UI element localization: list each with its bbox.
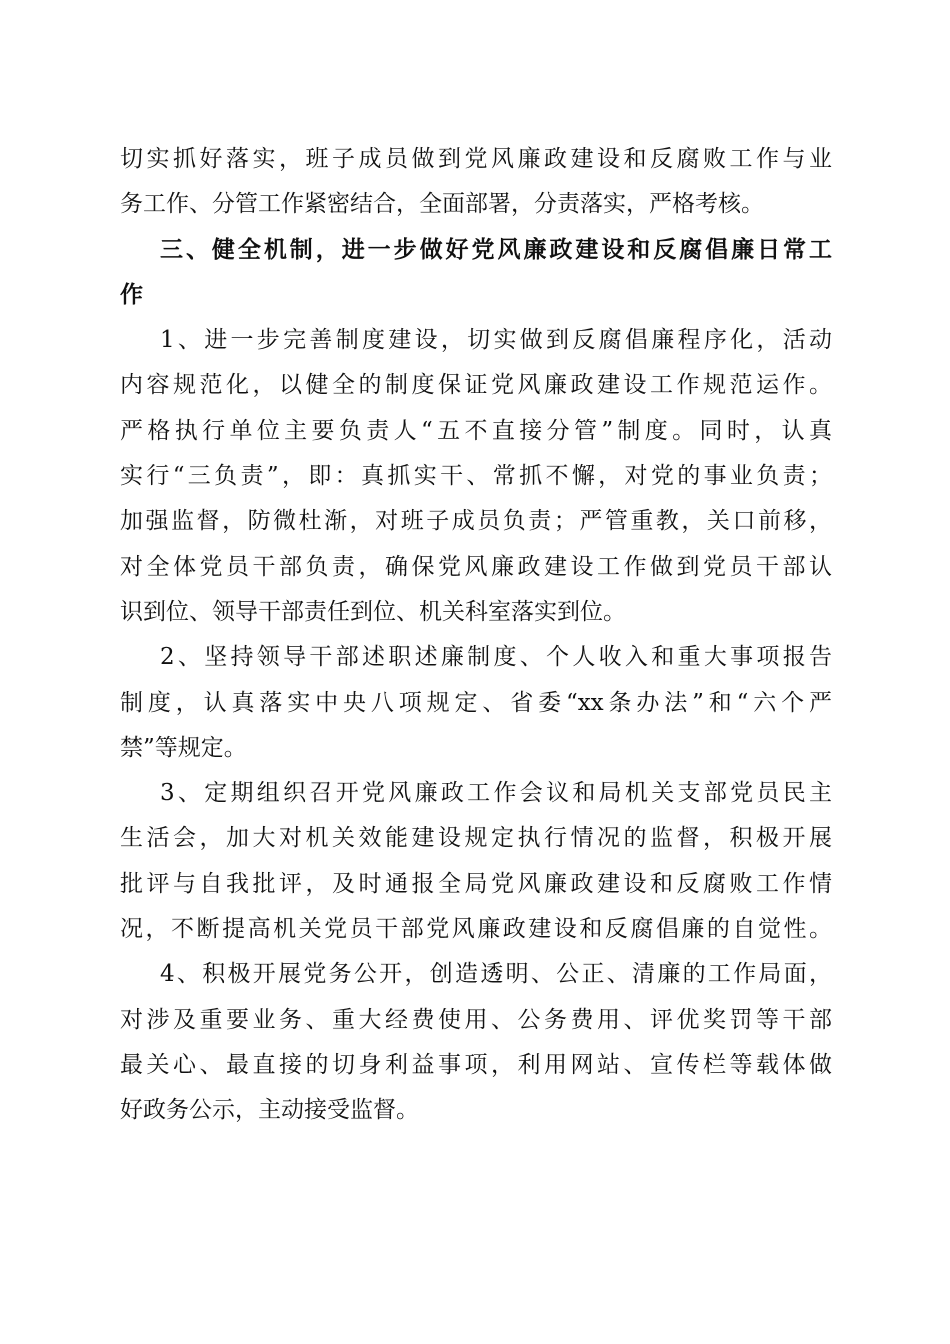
text-line: 加强监督，防微杜渐，对班子成员负责；严管重教，关口前移， xyxy=(120,508,832,535)
document-page xyxy=(120,137,832,1134)
text-line: 生活会，加大对机关效能建设规定执行情况的监督，积极开展 xyxy=(120,825,832,852)
paragraph-item-3 xyxy=(120,771,832,952)
paragraph-item-4 xyxy=(120,952,832,1133)
section-heading xyxy=(120,228,832,319)
text-line: 制度，认真落实中央八项规定、省委“xx条办法”和“六个严 xyxy=(120,689,832,716)
text-line: 2、坚持领导干部述职述廉制度、个人收入和重大事项报告 xyxy=(160,644,832,671)
paragraph-item-1 xyxy=(120,318,832,635)
text-line: 1、进一步完善制度建设，切实做到反腐倡廉程序化，活动 xyxy=(160,327,832,354)
text-line: 实行“三负责”，即：真抓实干、常抓不懈，对党的事业负责； xyxy=(120,463,832,490)
text-line: 对全体党员干部负责，确保党风廉政建设工作做到党员干部认 xyxy=(120,553,832,580)
text-line: 好政务公示，主动接受监督。 xyxy=(120,1097,419,1124)
text-line: 务工作、分管工作紧密结合，全面部署，分责落实，严格考核。 xyxy=(120,191,764,218)
text-line: 对涉及重要业务、重大经费使用、公务费用、评优奖罚等干部 xyxy=(120,1006,832,1033)
heading-line: 作 xyxy=(120,281,143,308)
text-line: 况，不断提高机关党员干部党风廉政建设和反腐倡廉的自觉性。 xyxy=(120,916,832,943)
text-line: 禁”等规定。 xyxy=(120,734,247,761)
text-line: 切实抓好落实，班子成员做到党风廉政建设和反腐败工作与业 xyxy=(120,146,832,172)
text-line: 识到位、领导干部责任到位、机关科室落实到位。 xyxy=(120,598,626,625)
text-line: 严格执行单位主要负责人“五不直接分管”制度。同时，认真 xyxy=(120,417,832,444)
text-line: 最关心、最直接的切身利益事项，利用网站、宣传栏等载体做 xyxy=(120,1051,832,1078)
text-line: 4、积极开展党务公开，创造透明、公正、清廉的工作局面， xyxy=(160,961,832,988)
text-line: 内容规范化，以健全的制度保证党风廉政建设工作规范运作。 xyxy=(120,372,832,399)
paragraph-item-2 xyxy=(120,635,832,771)
text-line: 3、定期组织召开党风廉政工作会议和局机关支部党员民主 xyxy=(160,780,832,807)
paragraph-continuation xyxy=(120,137,832,228)
text-line: 批评与自我批评，及时通报全局党风廉政建设和反腐败工作情 xyxy=(120,870,832,897)
heading-line: 三、健全机制，进一步做好党风廉政建设和反腐倡廉日常工 xyxy=(160,236,832,263)
